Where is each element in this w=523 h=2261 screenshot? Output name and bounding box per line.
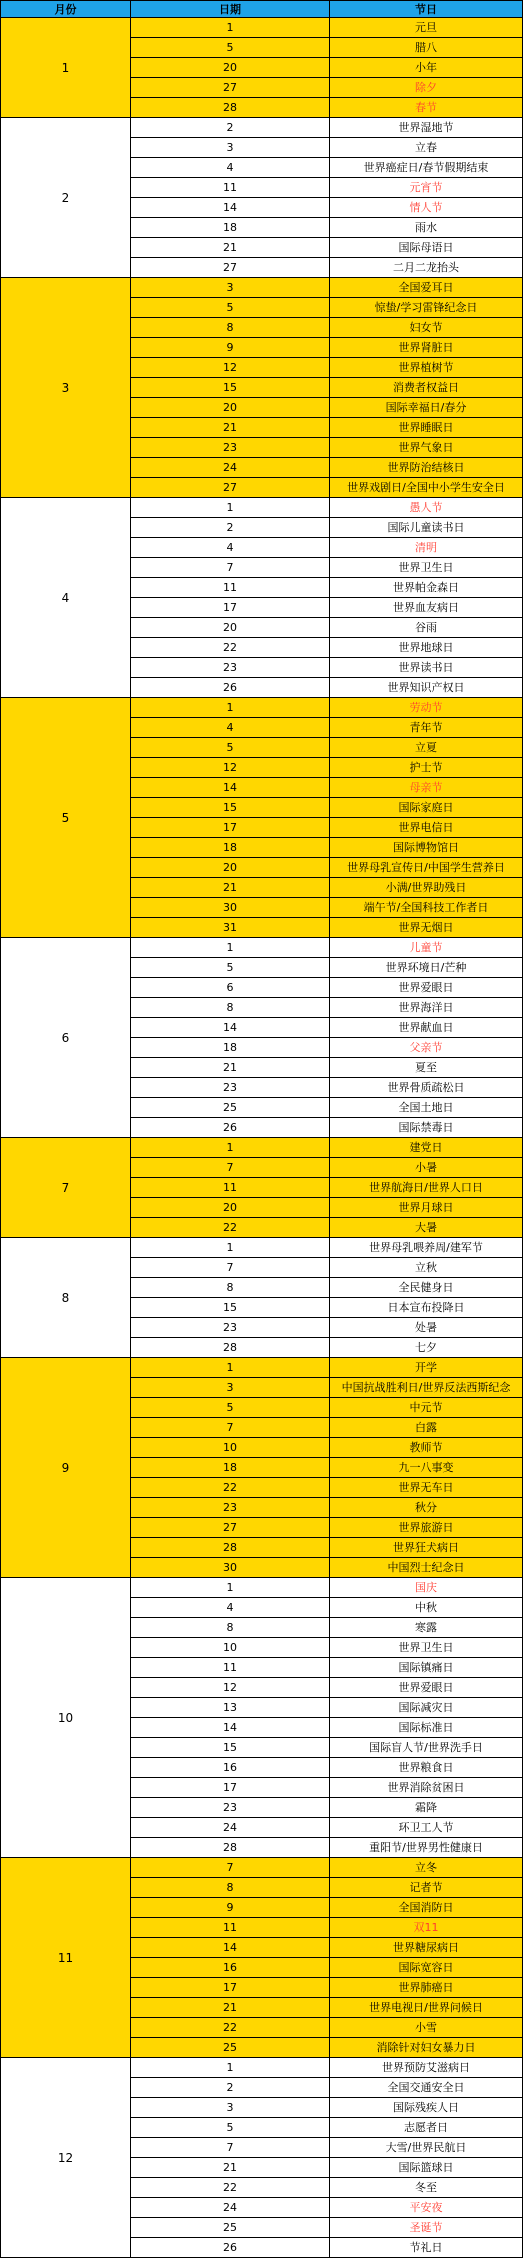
date-cell: 4 — [131, 158, 330, 178]
header-festival: 节日 — [330, 1, 523, 18]
festival-cell: 世界爱眼日 — [330, 1678, 523, 1698]
date-cell: 11 — [131, 578, 330, 598]
festival-cell: 国庆 — [330, 1578, 523, 1598]
festival-cell: 全国爱耳日 — [330, 278, 523, 298]
date-cell: 21 — [131, 878, 330, 898]
date-cell: 1 — [131, 938, 330, 958]
date-cell: 5 — [131, 738, 330, 758]
festival-cell: 教师节 — [330, 1438, 523, 1458]
date-cell: 18 — [131, 1458, 330, 1478]
date-cell: 17 — [131, 1978, 330, 1998]
festival-cell: 全民健身日 — [330, 1278, 523, 1298]
festival-cell: 国际篮球日 — [330, 2158, 523, 2178]
date-cell: 1 — [131, 1578, 330, 1598]
festival-cell: 立夏 — [330, 738, 523, 758]
date-cell: 3 — [131, 2098, 330, 2118]
festival-cell: 中国抗战胜利日/世界反法西斯纪念 — [330, 1378, 523, 1398]
date-cell: 28 — [131, 1538, 330, 1558]
month-cell: 12 — [1, 2058, 131, 2258]
date-cell: 5 — [131, 38, 330, 58]
festival-cell: 儿童节 — [330, 938, 523, 958]
festival-cell: 元旦 — [330, 18, 523, 38]
month-cell: 9 — [1, 1358, 131, 1578]
date-cell: 9 — [131, 1898, 330, 1918]
festival-cell: 国际宽容日 — [330, 1958, 523, 1978]
festival-cell: 小年 — [330, 58, 523, 78]
festival-cell: 全国交通安全日 — [330, 2078, 523, 2098]
festival-cell: 世界消除贫困日 — [330, 1778, 523, 1798]
date-cell: 18 — [131, 838, 330, 858]
month-cell: 7 — [1, 1138, 131, 1238]
festival-cell: 谷雨 — [330, 618, 523, 638]
table-row — [1, 1358, 523, 1378]
month-cell: 6 — [1, 938, 131, 1138]
festival-cell: 白露 — [330, 1418, 523, 1438]
festival-cell: 世界电视日/世界问候日 — [330, 1998, 523, 2018]
date-cell: 8 — [131, 1878, 330, 1898]
date-cell: 15 — [131, 798, 330, 818]
date-cell: 5 — [131, 958, 330, 978]
festival-cell: 立冬 — [330, 1858, 523, 1878]
date-cell: 1 — [131, 1138, 330, 1158]
date-cell: 28 — [131, 98, 330, 118]
date-cell: 18 — [131, 1038, 330, 1058]
table-row — [1, 1858, 523, 1878]
date-cell: 23 — [131, 1078, 330, 1098]
date-cell: 12 — [131, 358, 330, 378]
date-cell: 5 — [131, 2118, 330, 2138]
festival-cell: 劳动节 — [330, 698, 523, 718]
date-cell: 8 — [131, 998, 330, 1018]
festival-cell: 世界卫生日 — [330, 558, 523, 578]
festival-cell: 环卫工人节 — [330, 1818, 523, 1838]
table-row — [1, 1238, 523, 1258]
festival-cell: 寒露 — [330, 1618, 523, 1638]
date-cell: 1 — [131, 1238, 330, 1258]
date-cell: 14 — [131, 1938, 330, 1958]
table-body — [1, 18, 523, 2258]
festival-cell: 霜降 — [330, 1798, 523, 1818]
festival-cell: 世界环境日/芒种 — [330, 958, 523, 978]
festival-cell: 大雪/世界民航日 — [330, 2138, 523, 2158]
date-cell: 16 — [131, 1958, 330, 1978]
date-cell: 5 — [131, 298, 330, 318]
date-cell: 21 — [131, 1998, 330, 2018]
date-cell: 18 — [131, 218, 330, 238]
date-cell: 6 — [131, 978, 330, 998]
month-cell: 10 — [1, 1578, 131, 1858]
date-cell: 20 — [131, 858, 330, 878]
date-cell: 14 — [131, 198, 330, 218]
festival-cell: 世界帕金森日 — [330, 578, 523, 598]
festival-cell: 七夕 — [330, 1338, 523, 1358]
festival-cell: 国际家庭日 — [330, 798, 523, 818]
date-cell: 7 — [131, 558, 330, 578]
date-cell: 21 — [131, 1058, 330, 1078]
festival-cell: 世界电信日 — [330, 818, 523, 838]
festival-cell: 母亲节 — [330, 778, 523, 798]
date-cell: 11 — [131, 1178, 330, 1198]
date-cell: 22 — [131, 2178, 330, 2198]
date-cell: 23 — [131, 1318, 330, 1338]
festival-cell: 圣诞节 — [330, 2218, 523, 2238]
festival-cell: 世界航海日/世界人口日 — [330, 1178, 523, 1198]
date-cell: 17 — [131, 818, 330, 838]
festival-cell: 国际幸福日/春分 — [330, 398, 523, 418]
festival-cell: 全国土地日 — [330, 1098, 523, 1118]
table-row — [1, 18, 523, 38]
date-cell: 1 — [131, 1358, 330, 1378]
date-cell: 8 — [131, 318, 330, 338]
date-cell: 3 — [131, 278, 330, 298]
date-cell: 1 — [131, 2058, 330, 2078]
festival-cell: 世界血友病日 — [330, 598, 523, 618]
festival-cell: 世界读书日 — [330, 658, 523, 678]
date-cell: 20 — [131, 1198, 330, 1218]
festival-cell: 世界狂犬病日 — [330, 1538, 523, 1558]
table-row — [1, 118, 523, 138]
date-cell: 27 — [131, 258, 330, 278]
date-cell: 24 — [131, 458, 330, 478]
date-cell: 2 — [131, 518, 330, 538]
festival-cell: 国际儿童读书日 — [330, 518, 523, 538]
date-cell: 4 — [131, 718, 330, 738]
table-row — [1, 498, 523, 518]
date-cell: 11 — [131, 1918, 330, 1938]
date-cell: 13 — [131, 1698, 330, 1718]
festival-cell: 日本宣布投降日 — [330, 1298, 523, 1318]
date-cell: 23 — [131, 1798, 330, 1818]
festival-cell: 国际减灾日 — [330, 1698, 523, 1718]
festival-cell: 世界爱眼日 — [330, 978, 523, 998]
festival-cell: 重阳节/世界男性健康日 — [330, 1838, 523, 1858]
festival-cell: 春节 — [330, 98, 523, 118]
festival-cell: 端午节/全国科技工作者日 — [330, 898, 523, 918]
festival-cell: 小雪 — [330, 2018, 523, 2038]
date-cell: 22 — [131, 1218, 330, 1238]
date-cell: 30 — [131, 1558, 330, 1578]
festival-cell: 父亲节 — [330, 1038, 523, 1058]
festival-cell: 立春 — [330, 138, 523, 158]
date-cell: 11 — [131, 178, 330, 198]
festival-cell: 世界母乳喂养周/建军节 — [330, 1238, 523, 1258]
table-row — [1, 278, 523, 298]
date-cell: 24 — [131, 1818, 330, 1838]
festival-cell: 世界粮食日 — [330, 1758, 523, 1778]
festival-cell: 小暑 — [330, 1158, 523, 1178]
date-cell: 22 — [131, 638, 330, 658]
festival-cell: 开学 — [330, 1358, 523, 1378]
date-cell: 9 — [131, 338, 330, 358]
date-cell: 17 — [131, 598, 330, 618]
date-cell: 15 — [131, 378, 330, 398]
date-cell: 17 — [131, 1778, 330, 1798]
festival-cell: 世界献血日 — [330, 1018, 523, 1038]
date-cell: 5 — [131, 1398, 330, 1418]
date-cell: 8 — [131, 1618, 330, 1638]
festival-cell: 腊八 — [330, 38, 523, 58]
festival-cell: 世界肺癌日 — [330, 1978, 523, 1998]
date-cell: 22 — [131, 2018, 330, 2038]
festival-cell: 夏至 — [330, 1058, 523, 1078]
date-cell: 21 — [131, 418, 330, 438]
date-cell: 28 — [131, 1338, 330, 1358]
date-cell: 15 — [131, 1298, 330, 1318]
festival-cell: 世界戏剧日/全国中小学生安全日 — [330, 478, 523, 498]
festival-cell: 世界地球日 — [330, 638, 523, 658]
festival-cell: 情人节 — [330, 198, 523, 218]
date-cell: 24 — [131, 2198, 330, 2218]
date-cell: 23 — [131, 438, 330, 458]
festival-cell: 愚人节 — [330, 498, 523, 518]
month-cell: 2 — [1, 118, 131, 278]
date-cell: 8 — [131, 1278, 330, 1298]
date-cell: 26 — [131, 678, 330, 698]
date-cell: 27 — [131, 78, 330, 98]
festival-cell: 消费者权益日 — [330, 378, 523, 398]
festival-cell: 冬至 — [330, 2178, 523, 2198]
table-row — [1, 1138, 523, 1158]
date-cell: 25 — [131, 2038, 330, 2058]
date-cell: 28 — [131, 1838, 330, 1858]
date-cell: 25 — [131, 1098, 330, 1118]
table-row — [1, 698, 523, 718]
festival-cell: 国际标准日 — [330, 1718, 523, 1738]
month-cell: 5 — [1, 698, 131, 938]
date-cell: 4 — [131, 538, 330, 558]
festival-cell: 世界卫生日 — [330, 1638, 523, 1658]
date-cell: 23 — [131, 658, 330, 678]
festival-cell: 二月二龙抬头 — [330, 258, 523, 278]
festival-cell: 国际盲人节/世界洗手日 — [330, 1738, 523, 1758]
festival-cell: 记者节 — [330, 1878, 523, 1898]
month-cell: 8 — [1, 1238, 131, 1358]
date-cell: 10 — [131, 1638, 330, 1658]
date-cell: 7 — [131, 1258, 330, 1278]
table-row — [1, 1578, 523, 1598]
festival-cell: 青年节 — [330, 718, 523, 738]
month-cell: 1 — [1, 18, 131, 118]
date-cell: 26 — [131, 2238, 330, 2258]
month-cell: 3 — [1, 278, 131, 498]
date-cell: 30 — [131, 898, 330, 918]
festival-cell: 世界母乳宣传日/中国学生营养日 — [330, 858, 523, 878]
date-cell: 15 — [131, 1738, 330, 1758]
festival-cell: 志愿者日 — [330, 2118, 523, 2138]
festival-cell: 护士节 — [330, 758, 523, 778]
festival-cell: 世界肾脏日 — [330, 338, 523, 358]
date-cell: 20 — [131, 398, 330, 418]
date-cell: 1 — [131, 698, 330, 718]
festival-cell: 平安夜 — [330, 2198, 523, 2218]
date-cell: 3 — [131, 138, 330, 158]
date-cell: 23 — [131, 1498, 330, 1518]
date-cell: 4 — [131, 1598, 330, 1618]
festival-cell: 世界无烟日 — [330, 918, 523, 938]
festival-cell: 国际禁毒日 — [330, 1118, 523, 1138]
festival-cell: 世界防治结核日 — [330, 458, 523, 478]
festival-cell: 小满/世界助残日 — [330, 878, 523, 898]
festival-cell: 全国消防日 — [330, 1898, 523, 1918]
header-month: 月份 — [1, 1, 131, 18]
date-cell: 27 — [131, 1518, 330, 1538]
festival-cell: 中元节 — [330, 1398, 523, 1418]
festival-cell: 世界糖尿病日 — [330, 1938, 523, 1958]
date-cell: 14 — [131, 1718, 330, 1738]
date-cell: 11 — [131, 1658, 330, 1678]
date-cell: 10 — [131, 1438, 330, 1458]
festival-cell: 世界癌症日/春节假期结束 — [330, 158, 523, 178]
festival-cell: 国际镇痛日 — [330, 1658, 523, 1678]
date-cell: 7 — [131, 2138, 330, 2158]
festival-cell: 处暑 — [330, 1318, 523, 1338]
date-cell: 22 — [131, 1478, 330, 1498]
festival-cell: 世界骨质疏松日 — [330, 1078, 523, 1098]
festival-cell: 世界湿地节 — [330, 118, 523, 138]
date-cell: 1 — [131, 498, 330, 518]
date-cell: 27 — [131, 478, 330, 498]
date-cell: 14 — [131, 778, 330, 798]
date-cell: 20 — [131, 58, 330, 78]
festival-cell: 大暑 — [330, 1218, 523, 1238]
table-row — [1, 2058, 523, 2078]
date-cell: 7 — [131, 1158, 330, 1178]
festival-cell: 世界无车日 — [330, 1478, 523, 1498]
date-cell: 7 — [131, 1418, 330, 1438]
header-date: 日期 — [131, 1, 330, 18]
festival-cell: 世界知识产权日 — [330, 678, 523, 698]
festival-cell: 世界预防艾滋病日 — [330, 2058, 523, 2078]
month-cell: 11 — [1, 1858, 131, 2058]
date-cell: 7 — [131, 1858, 330, 1878]
festival-cell: 节礼日 — [330, 2238, 523, 2258]
festival-cell: 消除针对妇女暴力日 — [330, 2038, 523, 2058]
festival-cell: 元宵节 — [330, 178, 523, 198]
date-cell: 14 — [131, 1018, 330, 1038]
table-row — [1, 938, 523, 958]
date-cell: 21 — [131, 2158, 330, 2178]
festival-cell: 国际母语日 — [330, 238, 523, 258]
festival-cell: 世界海洋日 — [330, 998, 523, 1018]
date-cell: 16 — [131, 1758, 330, 1778]
festival-cell: 九一八事变 — [330, 1458, 523, 1478]
festival-cell: 世界植树节 — [330, 358, 523, 378]
date-cell: 3 — [131, 1378, 330, 1398]
festival-cell: 双11 — [330, 1918, 523, 1938]
date-cell: 12 — [131, 758, 330, 778]
festival-cell: 秋分 — [330, 1498, 523, 1518]
date-cell: 1 — [131, 18, 330, 38]
festival-cell: 清明 — [330, 538, 523, 558]
date-cell: 2 — [131, 118, 330, 138]
date-cell: 12 — [131, 1678, 330, 1698]
festival-cell: 雨水 — [330, 218, 523, 238]
month-cell: 4 — [1, 498, 131, 698]
date-cell: 25 — [131, 2218, 330, 2238]
festival-cell: 中国烈士纪念日 — [330, 1558, 523, 1578]
date-cell: 20 — [131, 618, 330, 638]
festival-cell: 妇女节 — [330, 318, 523, 338]
festival-cell: 世界旅游日 — [330, 1518, 523, 1538]
date-cell: 21 — [131, 238, 330, 258]
date-cell: 26 — [131, 1118, 330, 1138]
festival-cell: 国际博物馆日 — [330, 838, 523, 858]
festival-cell: 国际残疾人日 — [330, 2098, 523, 2118]
festival-cell: 建党日 — [330, 1138, 523, 1158]
festival-cell: 惊蛰/学习雷锋纪念日 — [330, 298, 523, 318]
festival-cell: 立秋 — [330, 1258, 523, 1278]
festival-cell: 世界睡眠日 — [330, 418, 523, 438]
festival-cell: 世界气象日 — [330, 438, 523, 458]
festival-cell: 世界月球日 — [330, 1198, 523, 1218]
festival-cell: 中秋 — [330, 1598, 523, 1618]
date-cell: 31 — [131, 918, 330, 938]
festival-cell: 除夕 — [330, 78, 523, 98]
date-cell: 2 — [131, 2078, 330, 2098]
header-row — [1, 1, 523, 18]
